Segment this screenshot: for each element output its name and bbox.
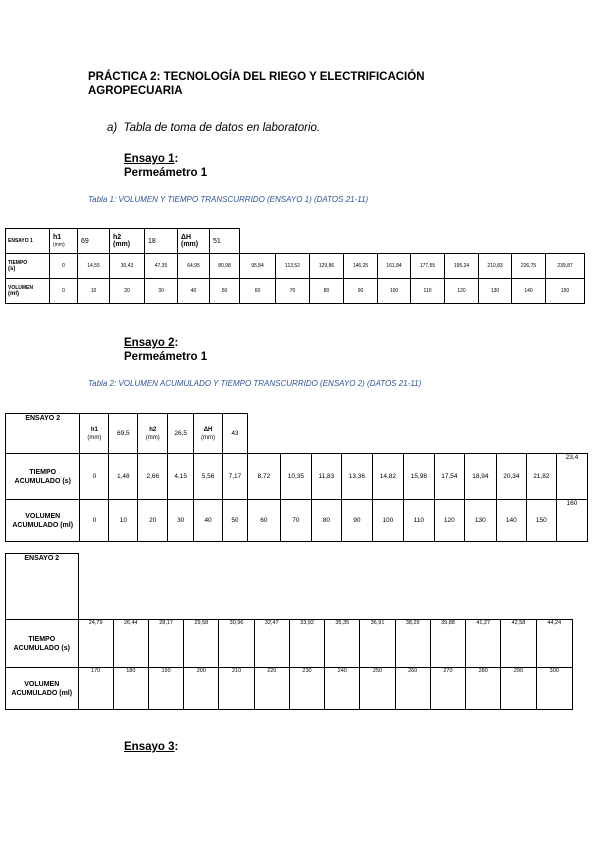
ensayo2-title: Ensayo 2	[124, 337, 175, 349]
caption-table1: Tabla 1: VOLUMEN Y TIEMPO TRANSCURRIDO (ENSAYO 1) (DATOS 21-11)	[88, 195, 369, 204]
ensayo2-colon: :	[174, 337, 179, 349]
table2-tiempo-row	[6, 454, 588, 500]
table1-tiempo-label: TIEMPO (s)	[6, 254, 50, 279]
ensayo1-title: Ensayo 1	[124, 153, 175, 165]
table-cell: 14,82	[372, 454, 403, 500]
table-cell: 30,96	[219, 620, 254, 668]
table-cell: 90	[341, 500, 372, 542]
table-cell: 23,4	[556, 454, 587, 500]
table-cell: 41,27	[466, 620, 501, 668]
table-cell: 210	[219, 668, 254, 710]
table1-h1-value: 69	[78, 229, 110, 254]
table-cell: 150	[526, 500, 556, 542]
table-cell: 130	[479, 279, 512, 304]
table-cell: 226,75	[512, 254, 546, 279]
table-cell: 170	[78, 668, 113, 710]
table-cell: 30	[168, 500, 194, 542]
table-cell: 140	[512, 279, 546, 304]
table-cell: 47,35	[145, 254, 178, 279]
table-cell: 195,24	[445, 254, 479, 279]
table-cell: 110	[411, 279, 445, 304]
table-cell: 30	[145, 279, 178, 304]
table2-h2-label: h2 (mm)	[138, 414, 168, 454]
table-cell: 0	[50, 279, 78, 304]
table-cell: 70	[280, 500, 311, 542]
table1	[5, 228, 585, 304]
table-cell: 24,79	[78, 620, 113, 668]
table-cell: 95,84	[240, 254, 276, 279]
table-cell: 160	[556, 500, 587, 542]
table-cell: 290	[501, 668, 536, 710]
table-cell: 250	[360, 668, 395, 710]
table-cell: 32,47	[254, 620, 289, 668]
table-cell: 20	[110, 279, 145, 304]
table2-dh-label: ΔH (mm)	[194, 414, 223, 454]
subtitle	[107, 122, 320, 134]
table3	[5, 553, 573, 710]
table3-volumen-label: VOLUMEN ACUMULADO (ml)	[6, 668, 79, 710]
table-cell: 120	[434, 500, 464, 542]
table-cell: 110	[403, 500, 434, 542]
table1-h1-label: h1 (mm)	[50, 229, 78, 254]
table-cell: 33,92	[289, 620, 324, 668]
table-cell: 280	[466, 668, 501, 710]
table1-header-row	[6, 229, 585, 254]
ensayo2-heading	[124, 336, 207, 364]
table2-volumen-label: VOLUMEN ACUMULADO (ml)	[6, 500, 80, 542]
ensayo3-title: Ensayo 3	[124, 741, 175, 753]
table-cell: 80	[311, 500, 341, 542]
table2-label: ENSAYO 2	[6, 414, 80, 454]
table-cell: 29,58	[184, 620, 219, 668]
table3-tiempo-row	[6, 620, 573, 668]
table-cell: 35,35	[325, 620, 360, 668]
table1-label: ENSAYO 1	[6, 229, 50, 254]
table-cell: 70	[276, 279, 310, 304]
table-cell: 190	[148, 668, 183, 710]
ensayo1-heading	[124, 152, 207, 180]
document-title: PRÁCTICA 2: TECNOLOGÍA DEL RIEGO Y ELECTRIFICACIÓN AGROPECUARIA	[88, 71, 425, 97]
table-cell: 42,58	[501, 620, 536, 668]
table-cell: 130	[464, 500, 496, 542]
table-cell: 161,84	[378, 254, 411, 279]
table-cell: 100	[378, 279, 411, 304]
table-cell: 146,25	[344, 254, 378, 279]
table-cell: 60	[240, 279, 276, 304]
table1-volumen-row	[6, 279, 585, 304]
table-cell: 40	[194, 500, 223, 542]
table-cell: 230	[289, 668, 324, 710]
subtitle-marker: a)	[107, 122, 118, 134]
table-cell: 80	[310, 279, 344, 304]
table-cell: 8,72	[247, 454, 280, 500]
table-cell: 220	[254, 668, 289, 710]
table-cell: 113,52	[276, 254, 310, 279]
ensayo1-colon: :	[174, 153, 179, 165]
caption-table2: Tabla 2: VOLUMEN ACUMULADO Y TIEMPO TRANSCURRIDO (ENSAYO 2) (DATOS 21-11)	[88, 379, 422, 388]
table-cell: 120	[445, 279, 479, 304]
table-cell: 10	[109, 500, 138, 542]
table-cell: 10	[78, 279, 110, 304]
table-cell: 300	[536, 668, 572, 710]
ensayo1-sub: Permeámetro 1	[124, 167, 208, 179]
table-cell: 40	[178, 279, 210, 304]
table-cell: 2,66	[138, 454, 168, 500]
table-cell: 140	[496, 500, 526, 542]
table3-volumen-row	[6, 668, 573, 710]
ensayo3-heading	[124, 740, 178, 754]
table-cell: 26,44	[113, 620, 148, 668]
table1-dh-label: ΔH (mm)	[178, 229, 210, 254]
table-cell: 0	[80, 454, 109, 500]
table-cell: 270	[430, 668, 465, 710]
table-cell: 80,98	[210, 254, 240, 279]
table2-dh-value: 43	[223, 414, 248, 454]
table-cell: 200	[184, 668, 219, 710]
table-cell: 129,86	[310, 254, 344, 279]
table-cell: 13,36	[341, 454, 372, 500]
table2-h1-value: 69,5	[109, 414, 138, 454]
table-cell: 21,82	[526, 454, 556, 500]
table-cell: 0	[80, 500, 109, 542]
table1-volumen-label: VOLUMEN (ml)	[6, 279, 50, 304]
table-cell: 64,95	[178, 254, 210, 279]
table2-h2-value: 26,5	[168, 414, 194, 454]
table-cell: 28,17	[148, 620, 183, 668]
table-cell: 44,24	[536, 620, 572, 668]
table-cell: 90	[344, 279, 378, 304]
table-cell: 0	[50, 254, 78, 279]
table-cell: 15,98	[403, 454, 434, 500]
table-cell: 240	[325, 668, 360, 710]
table1-h2-label: h2 (mm)	[110, 229, 145, 254]
table-cell: 20	[138, 500, 168, 542]
table2-volumen-row	[6, 500, 588, 542]
table-cell: 36,91	[360, 620, 395, 668]
table-cell: 30,43	[110, 254, 145, 279]
table-cell: 39,88	[430, 620, 465, 668]
table-cell: 1,48	[109, 454, 138, 500]
table-cell: 50	[210, 279, 240, 304]
table1-h2-value: 18	[145, 229, 178, 254]
table-cell: 180	[113, 668, 148, 710]
table-cell: 11,83	[311, 454, 341, 500]
table2-h1-label: h1 (mm)	[80, 414, 109, 454]
table-cell: 4,15	[168, 454, 194, 500]
ensayo3-colon: :	[174, 741, 179, 753]
table-cell: 10,35	[280, 454, 311, 500]
table-cell: 60	[247, 500, 280, 542]
table-cell: 7,17	[223, 454, 248, 500]
ensayo2-sub: Permeámetro 1	[124, 351, 208, 363]
table1-dh-value: 51	[210, 229, 240, 254]
table-cell: 150	[546, 279, 585, 304]
subtitle-text: Tabla de toma de datos en laboratorio.	[123, 122, 321, 134]
table-cell: 239,87	[546, 254, 585, 279]
table3-label: ENSAYO 2	[6, 554, 79, 620]
table2-header-row	[6, 414, 588, 454]
table-cell: 17,54	[434, 454, 464, 500]
table1-tiempo-row	[6, 254, 585, 279]
table-cell: 100	[372, 500, 403, 542]
table-cell: 50	[223, 500, 248, 542]
table-cell: 38,29	[395, 620, 430, 668]
table-cell: 260	[395, 668, 430, 710]
table-cell: 5,56	[194, 454, 223, 500]
table-cell: 210,83	[479, 254, 512, 279]
table2	[5, 413, 588, 542]
table-cell: 18,94	[464, 454, 496, 500]
table3-tiempo-label: TIEMPO ACUMULADO (s)	[6, 620, 79, 668]
table3-header-row	[6, 554, 573, 620]
table-cell: 14,55	[78, 254, 110, 279]
table-cell: 177,55	[411, 254, 445, 279]
table2-tiempo-label: TIEMPO ACUMULADO (s)	[6, 454, 80, 500]
table-cell: 20,34	[496, 454, 526, 500]
